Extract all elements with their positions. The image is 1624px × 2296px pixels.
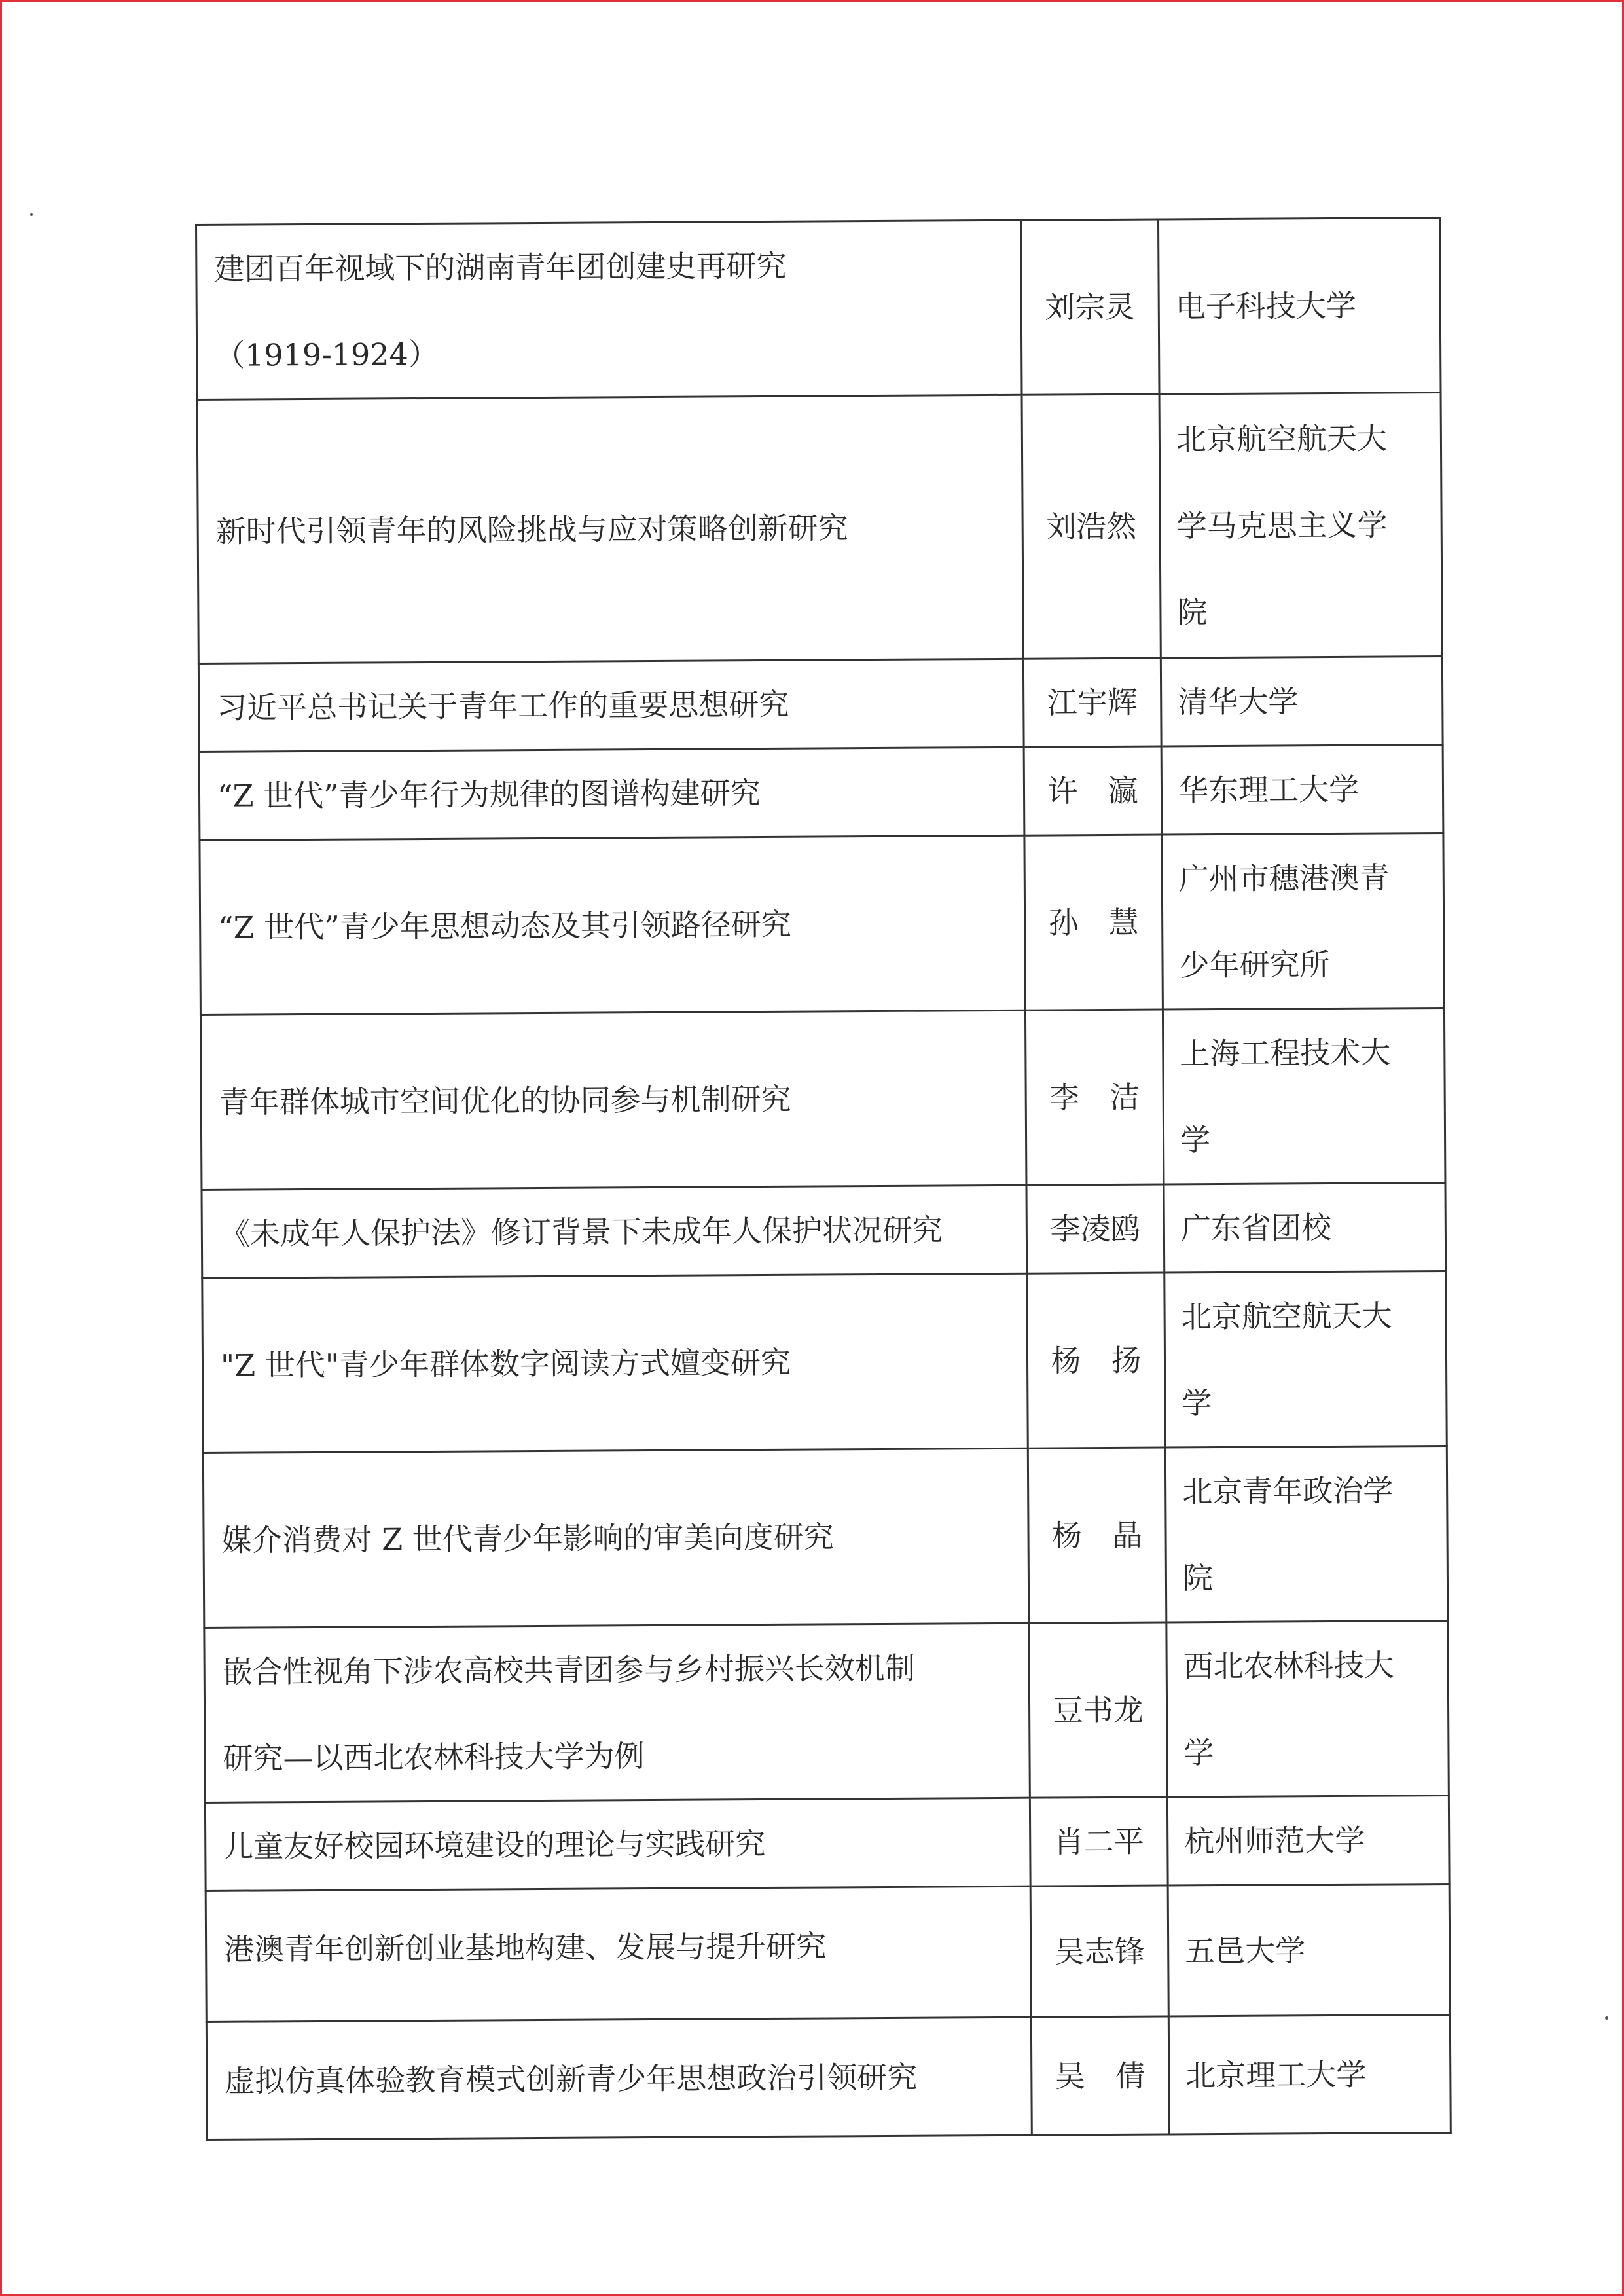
applicant-cell (1026, 1184, 1164, 1273)
project-title-cell (202, 1273, 1028, 1453)
project-title-cell (200, 835, 1026, 1015)
table-row (198, 657, 1443, 752)
unit-name: 北京航空航天大 学 (1181, 1298, 1392, 1421)
project-title: 建团百年视域下的湖南青年团创建史再研究 （1919-1924） (214, 247, 787, 373)
table-row (202, 1183, 1446, 1279)
unit-cell (1168, 1884, 1450, 2016)
unit-cell (1158, 218, 1441, 394)
project-title: 青年群体城市空间优化的协同参与机制研究 (219, 1081, 791, 1120)
unit-name: 上海工程技术大 学 (1180, 1034, 1391, 1158)
applicant-cell (1023, 658, 1161, 747)
applicant-cell (1031, 2016, 1169, 2135)
applicant-cell (1029, 1622, 1168, 1798)
project-title-cell (198, 659, 1024, 752)
unit-cell (1167, 1796, 1449, 1886)
project-table (195, 217, 1452, 2141)
table-row (197, 393, 1442, 664)
applicant-name: 孙 慧 (1048, 904, 1139, 941)
unit-name: 北京航空航天大 学马克思主义学 院 (1176, 420, 1388, 630)
unit-name: 北京理工大学 (1185, 2056, 1367, 2093)
unit-name: 杭州师范大学 (1184, 1822, 1365, 1859)
unit-cell (1161, 745, 1443, 835)
project-title-cell (203, 1448, 1029, 1628)
applicant-cell (1024, 746, 1162, 835)
unit-name: 西北农林科技大 学 (1183, 1647, 1394, 1771)
project-title: "Z 世代"青少年群体数字阅读方式嬗变研究 (220, 1344, 791, 1383)
table-row (205, 1796, 1449, 1891)
unit-cell (1166, 1621, 1449, 1797)
unit-cell (1168, 2015, 1451, 2134)
project-title: 虚拟仿真体验教育模式创新青少年思想政治引领研究 (225, 2059, 918, 2099)
project-title-cell (206, 2017, 1032, 2140)
applicant-name: 杨 扬 (1051, 1342, 1142, 1379)
unit-cell (1163, 1008, 1445, 1184)
project-title: 港澳青年创新创业基地构建、发展与提升研究 (224, 1928, 827, 1967)
table-row (206, 2015, 1451, 2140)
table-row (200, 833, 1445, 1015)
applicant-cell (1020, 219, 1159, 395)
applicant-name: 刘宗灵 (1045, 289, 1136, 325)
unit-name: 广东省团校 (1180, 1210, 1332, 1247)
project-title: 嵌合性视角下涉农高校共青团参与乡村振兴长效机制 研究—以西北农林科技大学为例 (222, 1650, 915, 1776)
applicant-name: 江宇辉 (1047, 684, 1138, 721)
project-title: 《未成年人保护法》修订背景下未成年人保护状况研究 (219, 1212, 943, 1252)
unit-name: 清华大学 (1178, 683, 1299, 720)
unit-name: 华东理工大学 (1178, 771, 1360, 809)
project-title: “Z 世代”青少年思想动态及其引领路径研究 (218, 906, 791, 945)
table-row (196, 218, 1441, 400)
applicant-name: 李凌鸥 (1050, 1211, 1141, 1247)
project-title-cell (204, 1623, 1030, 1802)
unit-cell (1165, 1446, 1448, 1622)
project-title-cell (199, 747, 1024, 840)
project-title: 儿童友好校园环境建设的理论与实践研究 (223, 1826, 766, 1865)
project-title-cell (205, 1798, 1030, 1891)
unit-name: 广州市穗港澳青 少年研究所 (1178, 860, 1390, 983)
scan-speck (1605, 2016, 1608, 2020)
project-title-cell (206, 1886, 1031, 2022)
table-row (199, 745, 1443, 841)
table-row (202, 1271, 1447, 1453)
project-title: “Z 世代”青少年行为规律的图谱构建研究 (217, 775, 761, 814)
project-title: 媒介消费对 Z 世代青少年影响的审美向度研究 (221, 1519, 834, 1558)
applicant-cell (1030, 1797, 1168, 1886)
applicant-cell (1030, 1886, 1168, 2017)
applicant-cell (1025, 1010, 1164, 1185)
table-row (204, 1621, 1449, 1803)
applicant-name: 肖二平 (1053, 1823, 1144, 1860)
unit-cell (1164, 1271, 1447, 1448)
applicant-name: 豆书龙 (1053, 1692, 1144, 1728)
project-title-cell (196, 220, 1022, 399)
applicant-cell (1024, 835, 1163, 1010)
table-row (200, 1008, 1445, 1190)
applicant-name: 刘浩然 (1046, 508, 1137, 545)
unit-name: 北京青年政治学 院 (1182, 1472, 1394, 1596)
project-title: 习近平总书记关于青年工作的重要思想研究 (217, 686, 789, 725)
project-title: 新时代引领青年的风险挑战与应对策略创新研究 (215, 510, 848, 549)
project-title-cell (197, 395, 1023, 663)
unit-cell (1162, 833, 1445, 1010)
scan-speck (30, 213, 33, 216)
table-row (203, 1446, 1448, 1628)
unit-cell (1159, 393, 1442, 658)
applicant-name: 杨 晶 (1051, 1517, 1143, 1554)
applicant-cell (1022, 394, 1161, 659)
project-title-cell (200, 1010, 1026, 1190)
table-row (206, 1884, 1450, 2022)
applicant-name: 吴 倩 (1055, 2058, 1146, 2094)
applicant-cell (1028, 1448, 1166, 1623)
applicant-cell (1027, 1273, 1166, 1448)
applicant-name: 李 洁 (1049, 1079, 1140, 1116)
unit-name: 五邑大学 (1185, 1932, 1306, 1969)
unit-cell (1164, 1183, 1446, 1273)
unit-name: 电子科技大学 (1175, 287, 1356, 325)
applicant-name: 许 瀛 (1047, 773, 1138, 809)
project-title-cell (202, 1185, 1027, 1278)
unit-cell (1161, 657, 1443, 746)
applicant-name: 吴志锋 (1054, 1933, 1145, 1969)
